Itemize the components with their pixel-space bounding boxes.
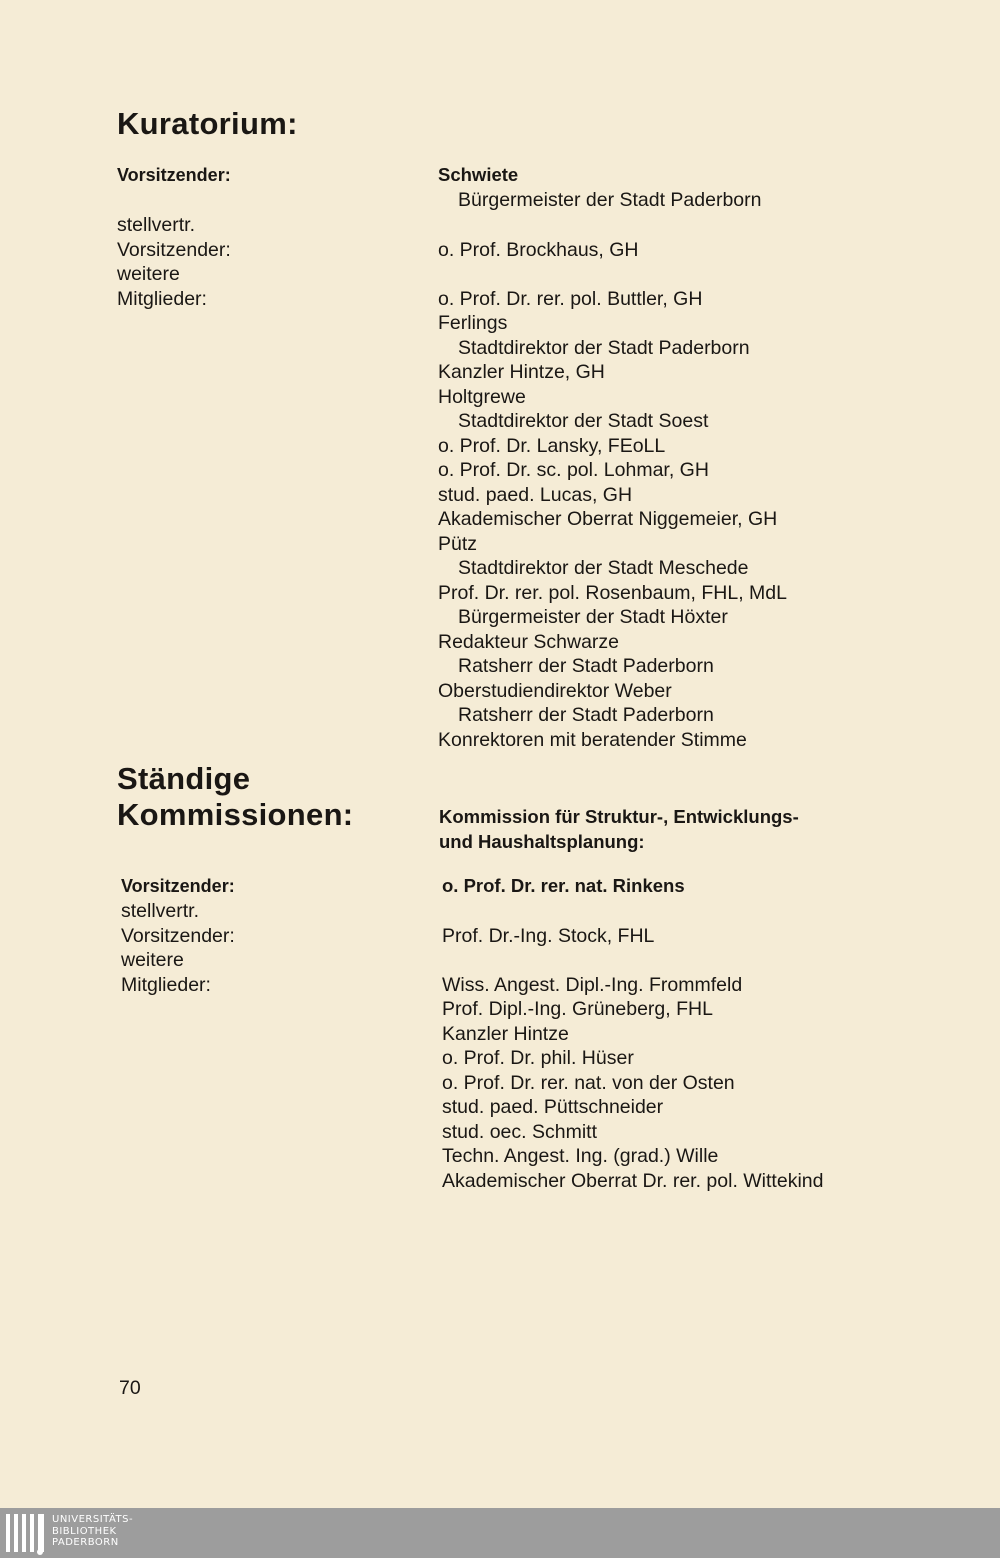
kommissionen-heading-line2: Kommissionen: [117, 797, 354, 832]
kuratorium-member-line: Kanzler Hintze, GH [438, 361, 605, 383]
kuratorium-chair-role: Bürgermeister der Stadt Paderborn [458, 189, 762, 211]
kuratorium-member-line: Konrektoren mit beratender Stimme [438, 728, 747, 751]
kuratorium-chair-name: Schwiete [438, 164, 519, 185]
library-logo-line1: UNIVERSITÄTS- [52, 1514, 134, 1525]
kuratorium-members-list [438, 287, 787, 753]
kuratorium-member-line: Stadtdirektor der Stadt Meschede [458, 557, 749, 579]
kuratorium-member-line: Stadtdirektor der Stadt Paderborn [458, 336, 750, 359]
kommission-member-line: Kanzler Hintze [442, 1022, 569, 1045]
kommission-deputy-name: Prof. Dr.-Ing. Stock, FHL [442, 924, 655, 947]
kuratorium-member-line: Prof. Dr. rer. pol. Rosenbaum, FHL, MdL [438, 581, 787, 604]
kuratorium-members-label-line2: Mitglieder: [117, 287, 207, 310]
kommission-member-line: stud. paed. Püttschneider [442, 1096, 664, 1118]
library-logo-text [52, 1514, 133, 1549]
kuratorium-member-line: Oberstudiendirektor Weber [438, 679, 672, 702]
kommission-member-line: Wiss. Angest. Dipl.-Ing. Frommfeld [442, 973, 743, 996]
kuratorium-member-line: Holtgrewe [438, 385, 526, 408]
kuratorium-member-line: Ferlings [438, 312, 508, 334]
kommission-member-line: Techn. Angest. Ing. (grad.) Wille [442, 1145, 719, 1167]
kommission-member-line: o. Prof. Dr. rer. nat. von der Osten [442, 1071, 735, 1094]
kuratorium-deputy-label-line2: Vorsitzender: [117, 238, 231, 261]
library-logo-line3: PADERBORN [52, 1537, 119, 1548]
library-logo-line2: BIBLIOTHEK [52, 1525, 117, 1537]
kuratorium-member-line: o. Prof. Dr. Lansky, FEoLL [438, 434, 666, 457]
kuratorium-member-line: stud. paed. Lucas, GH [438, 483, 633, 506]
kuratorium-member-line: Bürgermeister der Stadt Höxter [458, 606, 728, 628]
library-logo-dot [37, 1549, 43, 1555]
page-number: 70 [119, 1377, 141, 1399]
kommission-members-label-line2: Mitglieder: [121, 973, 211, 996]
kuratorium-member-line: Ratsherr der Stadt Paderborn [458, 704, 714, 726]
kuratorium-members-label-line1: weitere [117, 263, 180, 285]
kommission-member-line: Akademischer Oberrat Dr. rer. pol. Wittekind [442, 1169, 824, 1192]
kuratorium-member-line: Stadtdirektor der Stadt Soest [458, 410, 709, 432]
kuratorium-deputy-name: o. Prof. Brockhaus, GH [438, 238, 639, 261]
kommission-chair-name: o. Prof. Dr. rer. nat. Rinkens [442, 875, 685, 896]
kuratorium-chair-label: Vorsitzender: [117, 165, 231, 185]
kommission-members-label-line1: weitere [121, 949, 184, 971]
kommission-member-line: Prof. Dipl.-Ing. Grüneberg, FHL [442, 998, 713, 1020]
kommission-members-list [442, 973, 823, 1194]
commission-title-line2: und Haushaltsplanung: [439, 831, 645, 852]
kuratorium-member-line: Redakteur Schwarze [438, 630, 620, 653]
kommission-chair-label: Vorsitzender: [121, 876, 235, 896]
kommissionen-heading-line1: Ständige [117, 761, 251, 796]
kuratorium-member-line: Pütz [438, 532, 478, 555]
kuratorium-member-line: Ratsherr der Stadt Paderborn [458, 655, 714, 677]
library-footer-bar [0, 1508, 1000, 1558]
kuratorium-member-line: Akademischer Oberrat Niggemeier, GH [438, 508, 778, 530]
kommission-deputy-label-line2: Vorsitzender: [121, 924, 235, 947]
kuratorium-deputy-label-line1: stellvertr. [117, 214, 196, 236]
kuratorium-member-line: o. Prof. Dr. rer. pol. Buttler, GH [438, 287, 703, 310]
kuratorium-member-line: o. Prof. Dr. sc. pol. Lohmar, GH [438, 459, 709, 481]
kommission-member-line: o. Prof. Dr. phil. Hüser [442, 1047, 634, 1069]
library-logo-icon [4, 1514, 48, 1552]
kommission-deputy-label-line1: stellvertr. [121, 900, 200, 922]
commission-title-line1: Kommission für Struktur-, Entwicklungs- [439, 806, 799, 827]
kuratorium-heading: Kuratorium: [117, 106, 298, 141]
kommission-member-line: stud. oec. Schmitt [442, 1120, 597, 1143]
